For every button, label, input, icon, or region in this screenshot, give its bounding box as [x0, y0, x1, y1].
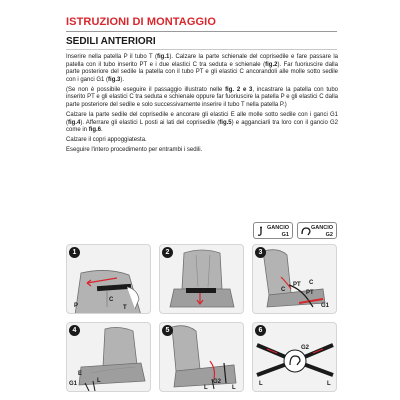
- text-span: Calzare la parte sedile del coprisedile e ancorare gli elastici E alle molle sotto sedile con i ganci G1 (: [66, 111, 338, 126]
- figure-6-illustration: [253, 323, 337, 392]
- label-g1: G1: [321, 303, 330, 309]
- label-g2: G2: [301, 345, 310, 351]
- paragraph-1: [66, 54, 338, 84]
- figure-number: 3: [255, 247, 266, 258]
- label-e: E: [78, 371, 83, 377]
- text-span: (Se non è possibile eseguire il passaggio illustrato nelle: [66, 86, 226, 93]
- title-divider: [66, 31, 337, 32]
- figure-number: 2: [162, 247, 173, 258]
- label-pt: PT: [306, 290, 314, 296]
- legend-code: G1: [281, 231, 289, 238]
- text-span: ). Far fuoriuscire dalla parte posteriore del sedile la patella con il tubo PT e gli elastici C ancorandoli alle molle sotto sedile con i ganci G1 (: [66, 61, 338, 83]
- figure-number: 6: [255, 325, 266, 336]
- section-divider: [66, 49, 337, 50]
- figure-2-illustration: [160, 245, 244, 314]
- hook-g1-icon: [256, 226, 266, 237]
- legend-text: [311, 225, 333, 238]
- instructions-text: [66, 54, 338, 157]
- figure-ref: fig.3: [108, 76, 121, 83]
- text-span: ). Calzare la parte schienale del coprisedile e fare passare la patella con il tubo inserito PT e i due elastici C tra seduta e schienale (: [66, 54, 339, 68]
- label-g1: G1: [69, 381, 78, 387]
- text-span: ) e agganciarli tra loro con il gancio G2 come in: [66, 119, 338, 134]
- text-span: , incastrare la patella con tubo inserito PT e gli elastici C tra seduta e schienale oppure far fuoriuscire la patella P e gli elastici C dalla parte posteriore del sedile e solo successivamente inserire il tubo T nella patella P.): [66, 86, 338, 108]
- section-title: SEDILI ANTERIORI: [66, 36, 156, 47]
- label-c: C: [309, 280, 314, 286]
- label-g2: G2: [213, 379, 222, 385]
- paragraph-3: [66, 112, 338, 135]
- figure-ref: fig.5: [219, 119, 232, 126]
- hook-g1-legend: [253, 222, 293, 239]
- legend-label: GANCIO: [311, 225, 333, 231]
- label-pt: PT: [293, 282, 301, 288]
- figure-1-illustration: [67, 245, 151, 314]
- figure-4: [66, 322, 151, 392]
- label-l: L: [232, 385, 236, 391]
- text-span: .: [101, 127, 103, 134]
- figure-6: [252, 322, 337, 392]
- legend-code: G2: [325, 231, 333, 238]
- figure-ref: fig. 2 e 3: [225, 86, 253, 93]
- figure-number: 4: [69, 325, 80, 336]
- text-span: ).: [120, 76, 125, 83]
- figure-number: 5: [162, 325, 173, 336]
- figure-2: [159, 244, 244, 314]
- figure-5-illustration: [160, 323, 244, 392]
- figure-ref: fig.2: [265, 61, 278, 68]
- label-l: L: [97, 378, 101, 384]
- text-span: ). Afferrare gli elastici L posti ai lati del coprisedile (: [80, 119, 220, 126]
- figure-ref: fig.4: [68, 119, 81, 126]
- label-p: P: [74, 303, 79, 309]
- figure-ref: fig.1: [157, 54, 170, 60]
- label-c: C: [109, 297, 114, 303]
- hook-g2-legend: [297, 222, 337, 239]
- figure-number: 1: [69, 247, 80, 258]
- figure-4-illustration: [67, 323, 151, 392]
- paragraph-2: [66, 87, 338, 110]
- figure-5: [159, 322, 244, 392]
- label-l: L: [327, 381, 331, 387]
- legend-text: [267, 225, 289, 238]
- figure-ref: fig.6: [88, 127, 102, 134]
- legend-label: GANCIO: [267, 225, 289, 231]
- paragraph-4: Calzare il copri appoggiatesta.: [66, 137, 147, 144]
- figure-1: [66, 244, 151, 314]
- label-c: C: [281, 287, 286, 293]
- label-l: L: [259, 381, 263, 387]
- page-title: ISTRUZIONI DI MONTAGGIO: [66, 16, 216, 28]
- figure-3: [252, 244, 337, 314]
- label-t: T: [123, 305, 127, 311]
- label-l: L: [204, 385, 208, 391]
- paragraph-5: Eseguire l'intero procedimento per entrambi i sedili.: [66, 147, 203, 154]
- text-span: Inserire nella patella P il tubo T (: [66, 54, 158, 60]
